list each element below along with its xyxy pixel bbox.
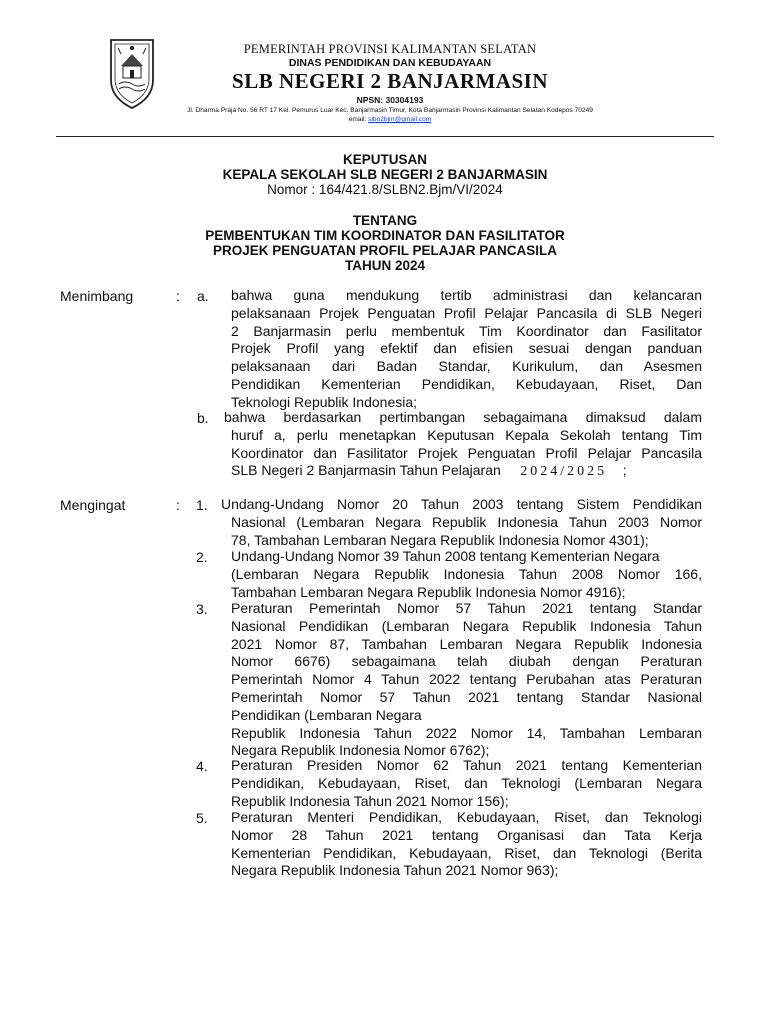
mengingat-1-marker: 1. bbox=[196, 497, 208, 513]
subject-line-2: PROJEK PENGUATAN PROFIL PELAJAR PANCASILA bbox=[212, 243, 558, 258]
paragraph-line: Pendidikan Kementerian Pendidikan, Kebudayaan, Riset, Dan bbox=[231, 375, 702, 392]
paragraph-line: pelaksanaan dari Badan Standar, Kurikulum, dan Asesmen bbox=[231, 358, 702, 375]
paragraph-line: Undang-Undang Nomor 20 Tahun 2003 tentang Sistem Pendidikan bbox=[221, 496, 702, 512]
menimbang-label: Menimbang bbox=[60, 288, 134, 304]
paragraph-line: bahwa berdasarkan pertimbangan sebagaimana dimaksud dalam bbox=[224, 409, 702, 425]
paragraph-line: Peraturan Presiden Nomor 62 Tahun 2021 tentang Kementerian bbox=[231, 757, 702, 773]
mengingat-3-marker: 3. bbox=[196, 601, 208, 617]
paragraph-line: Pendidikan (Lembaran Negara bbox=[231, 706, 422, 723]
paragraph-line: Koordinator dan Fasilitator Projek Penguatan Profil Pelajar Pancasila bbox=[231, 444, 702, 461]
paragraph-line: Tambahan Lembaran Negara Republik Indonesia Nomor 4916); bbox=[231, 583, 626, 600]
mengingat-5-marker: 5. bbox=[196, 810, 208, 826]
paragraph-line: Peraturan Menteri Pendidikan, Kebudayaan, Riset, dan Teknologi bbox=[231, 809, 702, 825]
paragraph-line: SLB Negeri 2 Banjarmasin Tahun Pelajaran bbox=[231, 462, 501, 479]
menimbang-a-marker: a. bbox=[197, 288, 209, 304]
paragraph-line: huruf a, perlu menetapkan Keputusan Kepala Sekolah tentang Tim bbox=[231, 426, 702, 443]
menimbang-item-b bbox=[224, 409, 702, 480]
email-link[interactable]: slbn2bjm@gmail.com bbox=[368, 116, 432, 123]
paragraph-line: Nomor 6676) sebagaimana telah diubah dengan Peraturan bbox=[231, 653, 702, 670]
paragraph-line: Teknologi Republik Indonesia; bbox=[231, 393, 418, 410]
doc-number: Nomor : 164/421.8/SLBN2.Bjm/VI/2024 bbox=[267, 182, 503, 197]
mengingat-2-marker: 2. bbox=[196, 549, 208, 565]
paragraph-line: 2021 Nomor 87, Tambahan Lembaran Negara Republik Indonesia bbox=[231, 635, 702, 652]
academic-year: 2024/2025 bbox=[520, 464, 608, 480]
mengingat-item-2 bbox=[231, 548, 702, 601]
doc-title-issuer: KEPALA SEKOLAH SLB NEGERI 2 BANJARMASIN bbox=[222, 167, 548, 182]
doc-title-keputusan: KEPUTUSAN bbox=[342, 152, 427, 167]
paragraph-line: 78, Tambahan Lembaran Negara Republik Indonesia Nomor 4301); bbox=[231, 531, 649, 548]
letterhead-divider bbox=[56, 136, 714, 137]
mengingat-label: Mengingat bbox=[60, 497, 126, 513]
letterhead-email-line bbox=[110, 116, 670, 123]
email-label: email: bbox=[348, 116, 369, 123]
mengingat-item-1 bbox=[221, 496, 702, 549]
mengingat-colon: : bbox=[176, 497, 180, 513]
paragraph-line: Nasional Pendidikan (Lembaran Negara Republik Indonesia Tahun bbox=[231, 617, 702, 634]
letterhead-office: DINAS PENDIDIKAN DAN KEBUDAYAAN bbox=[288, 57, 492, 69]
paragraph-line: (Lembaran Negara Republik Indonesia Tahun 2008 Nomor 166, bbox=[231, 565, 702, 582]
paragraph-line: Projek Profil yang efektif dan efisien sesuai dengan panduan bbox=[231, 340, 702, 357]
paragraph-line: Republik Indonesia Tahun 2022 Nomor 14, Tambahan Lembaran bbox=[231, 724, 702, 741]
paragraph-line: Pemerintah Nomor 4 Tahun 2022 tentang Perubahan atas Peraturan bbox=[231, 671, 702, 688]
letterhead bbox=[0, 0, 768, 140]
subject-line-1: PEMBENTUKAN TIM KOORDINATOR DAN FASILITATOR bbox=[205, 228, 565, 243]
paragraph-line: Republik Indonesia Tahun 2021 Nomor 156); bbox=[231, 792, 509, 809]
menimbang-colon: : bbox=[176, 288, 180, 304]
menimbang-item-a bbox=[231, 287, 702, 412]
menimbang-b-marker: b. bbox=[197, 410, 209, 426]
paragraph-line: Pemerintah Nomor 57 Tahun 2021 tentang Standar Nasional bbox=[231, 688, 702, 705]
paragraph-line: Peraturan Pemerintah Nomor 57 Tahun 2021 tentang Standar bbox=[231, 600, 702, 616]
mengingat-item-5 bbox=[231, 809, 702, 880]
paragraph-line: pelaksanaan Projek Penguatan Profil Pelajar Pancasila di SLB Negeri bbox=[231, 304, 702, 321]
paragraph-line: 2 Banjarmasin perlu membentuk Tim Koordinator dan Fasilitator bbox=[231, 322, 702, 339]
paragraph-line-with-year bbox=[231, 462, 702, 480]
letterhead-province: PEMERINTAH PROVINSI KALIMANTAN SELATAN bbox=[243, 42, 537, 56]
paragraph-line: Pendidikan, Kebudayaan, Riset, dan Teknologi (Lembaran Negara bbox=[231, 774, 702, 791]
mengingat-item-3 bbox=[231, 600, 702, 760]
letterhead-school-name: SLB NEGERI 2 BANJARMASIN bbox=[232, 69, 548, 93]
subject-year: TAHUN 2024 bbox=[344, 258, 426, 273]
mengingat-item-4 bbox=[231, 757, 702, 810]
mengingat-4-marker: 4. bbox=[196, 758, 208, 774]
paragraph-line: bahwa guna mendukung tertib administrasi dan kelancaran bbox=[231, 287, 702, 303]
letterhead-address: Jl. Dharma Praja No. 56 RT 17 Kel. Pemurus Luar Kec. Banjarmasin Timur, Kota Banjarmasin Provinsi Kalimantan Selatan Kodepos 70249 bbox=[187, 107, 593, 114]
paragraph-line: Undang-Undang Nomor 39 Tahun 2008 tentang Kementerian Negara bbox=[231, 548, 660, 564]
paragraph-line: Negara Republik Indonesia Nomor 6762); bbox=[231, 742, 490, 759]
paragraph-line: Negara Republik Indonesia Tahun 2021 Nomor 963); bbox=[231, 862, 559, 879]
letterhead-npsn: NPSN: 30304193 bbox=[356, 95, 424, 105]
paragraph-line: Nomor 28 Tahun 2021 tentang Organisasi dan Tata Kerja bbox=[231, 826, 702, 843]
item-end-semicolon: ; bbox=[622, 462, 627, 479]
subject-tentang: TENTANG bbox=[352, 213, 418, 228]
paragraph-line: Nasional (Lembaran Negara Republik Indonesia Tahun 2003 Nomor bbox=[231, 513, 702, 530]
paragraph-line: Kementerian Pendidikan, Kebudayaan, Riset, dan Teknologi (Berita bbox=[231, 844, 702, 861]
